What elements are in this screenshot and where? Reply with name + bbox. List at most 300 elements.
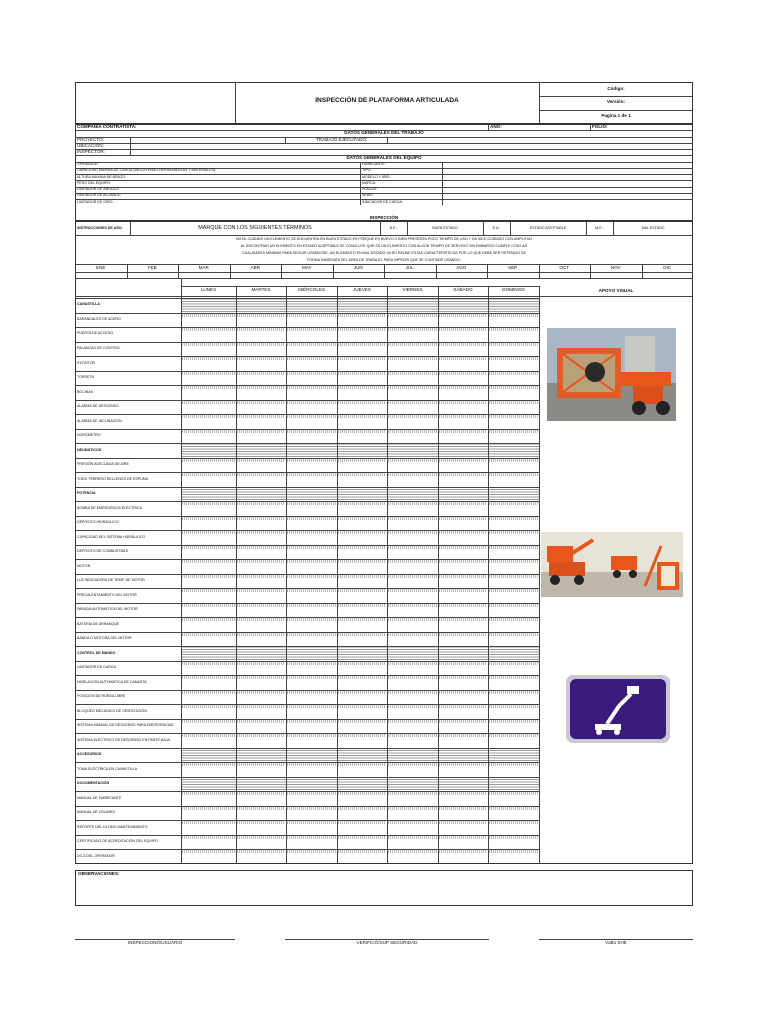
check-cell[interactable] — [439, 332, 487, 341]
check-cell[interactable] — [182, 390, 235, 399]
check-cell[interactable] — [287, 854, 336, 863]
check-cell[interactable] — [182, 839, 235, 848]
status-code-5: MAL ESTADO — [641, 226, 665, 230]
check-cell[interactable] — [489, 854, 538, 863]
check-cell[interactable] — [388, 564, 437, 573]
check-cell[interactable] — [237, 578, 285, 587]
work-section-title: DATOS GENERALES DEL TRABAJO — [344, 130, 424, 136]
check-cell[interactable] — [237, 839, 285, 848]
section-heading: DOCUMENTACIÓN — [77, 781, 110, 786]
check-cell[interactable] — [338, 796, 386, 805]
check-cell[interactable] — [287, 723, 336, 732]
check-cell[interactable] — [388, 477, 437, 486]
check-cell[interactable] — [489, 680, 538, 689]
day-header: MIÉRCOLES — [297, 287, 326, 293]
check-cell[interactable] — [338, 636, 386, 645]
check-cell[interactable] — [489, 477, 538, 486]
check-cell[interactable] — [489, 433, 538, 442]
equipment-field-left: LIMITADOR DE ÁNGULO: — [77, 187, 120, 192]
section-heading: CANASTILLA — [77, 302, 100, 307]
check-cell[interactable] — [237, 593, 285, 602]
check-cell[interactable] — [489, 825, 538, 834]
check-cell[interactable] — [439, 564, 487, 573]
check-cell[interactable] — [182, 796, 235, 805]
check-cell[interactable] — [338, 767, 386, 776]
check-cell[interactable] — [388, 404, 437, 413]
equipment-field-right: PLACAS: — [362, 187, 378, 192]
check-cell[interactable] — [439, 520, 487, 529]
check-cell[interactable] — [388, 738, 437, 747]
check-cell[interactable] — [287, 506, 336, 515]
check-cell[interactable] — [182, 361, 235, 370]
check-cell[interactable] — [182, 433, 235, 442]
check-cell[interactable] — [287, 564, 336, 573]
equipment-field-left: LIMITADOR DE GIRO: — [77, 199, 114, 204]
check-cell[interactable] — [388, 535, 437, 544]
check-cell[interactable] — [287, 433, 336, 442]
check-cell[interactable] — [182, 738, 235, 747]
check-cell[interactable] — [287, 810, 336, 819]
check-cell[interactable] — [287, 346, 336, 355]
check-cell[interactable] — [388, 332, 437, 341]
check-cell[interactable] — [287, 404, 336, 413]
check-cell[interactable] — [388, 810, 437, 819]
check-cell[interactable] — [237, 506, 285, 515]
check-cell[interactable] — [388, 419, 437, 428]
check-cell[interactable] — [439, 694, 487, 703]
check-cell[interactable] — [287, 462, 336, 471]
day-header: MARTES — [251, 287, 271, 293]
check-cell[interactable] — [489, 738, 538, 747]
check-cell[interactable] — [182, 680, 235, 689]
check-cell[interactable] — [489, 636, 538, 645]
check-cell[interactable] — [237, 535, 285, 544]
cell-divider — [360, 199, 361, 205]
check-cell[interactable] — [489, 462, 538, 471]
equipment-field-right: TIPO: — [362, 168, 372, 173]
checklist-item: PRESIÓN ADECUADA DE AIRE — [77, 462, 129, 467]
row-rule — [75, 193, 693, 194]
check-cell[interactable] — [338, 535, 386, 544]
check-cell[interactable] — [388, 854, 437, 863]
check-cell[interactable] — [388, 462, 437, 471]
check-cell[interactable] — [287, 636, 336, 645]
check-cell[interactable] — [489, 564, 538, 573]
check-cell[interactable] — [439, 419, 487, 428]
checklist-item: TOMA ELÉCTRICA EN CANASTILLA — [77, 766, 138, 771]
check-cell[interactable] — [439, 738, 487, 747]
check-cell[interactable] — [388, 665, 437, 674]
check-cell[interactable] — [489, 665, 538, 674]
checklist-item: PARADA AUTOMÁTICA DEL MOTOR — [77, 607, 138, 612]
check-cell[interactable] — [489, 578, 538, 587]
check-cell[interactable] — [388, 506, 437, 515]
check-cell[interactable] — [489, 810, 538, 819]
day-header: LUNES — [200, 287, 217, 293]
check-cell[interactable] — [439, 839, 487, 848]
check-cell[interactable] — [439, 535, 487, 544]
check-cell[interactable] — [182, 404, 235, 413]
check-cell[interactable] — [388, 723, 437, 732]
day-column-divider — [337, 286, 338, 864]
check-cell[interactable] — [338, 375, 386, 384]
check-cell[interactable] — [338, 419, 386, 428]
check-cell[interactable] — [439, 593, 487, 602]
section-heading: POTENCIA — [77, 491, 96, 496]
checklist-item: LUZ INDICADORA DE TEMP. DE MOTOR — [77, 578, 145, 583]
checklist-item: BATERÍA DE ARRANQUE — [77, 621, 120, 626]
check-cell[interactable] — [338, 810, 386, 819]
check-cell[interactable] — [439, 854, 487, 863]
check-cell[interactable] — [287, 390, 336, 399]
check-cell[interactable] — [439, 810, 487, 819]
observations-box[interactable] — [75, 870, 693, 906]
check-cell[interactable] — [439, 723, 487, 732]
checklist-item: DEPÓSITO DE COMBUSTIBLE — [77, 549, 129, 554]
row-rule — [75, 296, 693, 297]
check-cell[interactable] — [287, 709, 336, 718]
check-cell[interactable] — [237, 462, 285, 471]
check-cell[interactable] — [182, 419, 235, 428]
check-cell[interactable] — [338, 680, 386, 689]
articulated-boom-lift-photo — [547, 328, 676, 421]
check-cell[interactable] — [388, 433, 437, 442]
check-cell[interactable] — [237, 636, 285, 645]
check-cell[interactable] — [338, 346, 386, 355]
check-cell[interactable] — [287, 578, 336, 587]
check-cell[interactable] — [237, 375, 285, 384]
check-cell[interactable] — [338, 839, 386, 848]
check-cell[interactable] — [388, 694, 437, 703]
check-cell[interactable] — [388, 317, 437, 326]
check-cell[interactable] — [338, 317, 386, 326]
check-cell[interactable] — [182, 854, 235, 863]
check-cell[interactable] — [388, 593, 437, 602]
visual-support-divider — [539, 286, 540, 864]
check-cell[interactable] — [237, 622, 285, 631]
work-field-project: PROYECTO: — [77, 136, 104, 142]
check-cell[interactable] — [287, 549, 336, 558]
check-cell[interactable] — [338, 723, 386, 732]
check-cell[interactable] — [287, 839, 336, 848]
check-cell[interactable] — [237, 767, 285, 776]
check-cell[interactable] — [489, 549, 538, 558]
check-cell[interactable] — [182, 825, 235, 834]
cell-divider — [442, 199, 443, 205]
check-cell[interactable] — [489, 709, 538, 718]
check-cell[interactable] — [338, 564, 386, 573]
check-cell[interactable] — [338, 332, 386, 341]
check-cell[interactable] — [287, 477, 336, 486]
check-cell[interactable] — [388, 578, 437, 587]
boom-lift-machines-photo — [541, 532, 683, 597]
check-cell[interactable] — [489, 332, 538, 341]
check-cell[interactable] — [182, 520, 235, 529]
check-cell[interactable] — [287, 361, 336, 370]
check-cell[interactable] — [338, 709, 386, 718]
check-cell[interactable] — [237, 564, 285, 573]
check-cell[interactable] — [182, 607, 235, 616]
check-cell[interactable] — [287, 535, 336, 544]
check-cell[interactable] — [439, 767, 487, 776]
check-cell[interactable] — [287, 622, 336, 631]
check-cell[interactable] — [237, 810, 285, 819]
check-cell[interactable] — [182, 564, 235, 573]
check-cell[interactable] — [287, 593, 336, 602]
check-cell[interactable] — [237, 796, 285, 805]
check-cell[interactable] — [237, 520, 285, 529]
inspection-note-line: NOTA: CUANDO UN ELEMENTO SE ENCUENTRA EN BUEN ESTADO ES PORQUE ES NUEVO O BIEN PRESENTA POCO TIEMPO DE USO Y HA SIDO CUIDADO CON AMPLITUD — [235, 236, 533, 241]
check-cell[interactable] — [182, 578, 235, 587]
check-cell[interactable] — [388, 839, 437, 848]
check-cell[interactable] — [489, 375, 538, 384]
check-cell[interactable] — [237, 694, 285, 703]
month-nov[interactable]: NOV — [610, 264, 621, 270]
check-cell[interactable] — [388, 390, 437, 399]
status-code-4: M.E.: — [595, 226, 604, 230]
row-rule — [75, 180, 693, 181]
month-ene[interactable]: ENE — [96, 264, 106, 270]
check-cell[interactable] — [489, 346, 538, 355]
check-cell[interactable] — [489, 694, 538, 703]
inspection-note-line: AL ENCONTRAR UN ELEMENTO EN ESTADO ACEPTABLE SE CONCLUYE QUE ES UN ELEMENTO CON ALGÚN TIEMPO DE SERVICIO SIN EMBARGO CUMPLE CON LAS — [240, 243, 528, 248]
check-cell[interactable] — [182, 332, 235, 341]
check-cell[interactable] — [388, 680, 437, 689]
equipment-field-right: INDICADOR DE CARGA: — [362, 199, 403, 204]
check-cell[interactable] — [182, 375, 235, 384]
check-cell[interactable] — [287, 796, 336, 805]
month-mar[interactable]: MAR — [198, 264, 209, 270]
check-cell[interactable] — [182, 723, 235, 732]
check-cell[interactable] — [338, 738, 386, 747]
check-cell[interactable] — [439, 825, 487, 834]
work-field-inspector: INSPECTOR: — [77, 149, 105, 155]
check-cell[interactable] — [287, 419, 336, 428]
check-cell[interactable] — [489, 723, 538, 732]
check-cell[interactable] — [182, 477, 235, 486]
check-cell[interactable] — [338, 854, 386, 863]
check-cell[interactable] — [439, 622, 487, 631]
check-cell[interactable] — [439, 636, 487, 645]
check-cell[interactable] — [287, 665, 336, 674]
check-cell[interactable] — [489, 317, 538, 326]
check-cell[interactable] — [338, 694, 386, 703]
check-cell[interactable] — [182, 622, 235, 631]
check-cell[interactable] — [182, 694, 235, 703]
checklist-item: NIVELACIÓN AUTOMÁTICA DE CANASTA — [77, 679, 147, 684]
check-cell[interactable] — [439, 346, 487, 355]
check-cell[interactable] — [338, 506, 386, 515]
day-header: JUEVES — [353, 287, 371, 293]
check-cell[interactable] — [182, 549, 235, 558]
check-cell[interactable] — [439, 462, 487, 471]
check-cell[interactable] — [237, 346, 285, 355]
month-oct[interactable]: OCT — [559, 264, 570, 270]
check-cell[interactable] — [489, 361, 538, 370]
check-cell[interactable] — [388, 636, 437, 645]
check-cell[interactable] — [287, 607, 336, 616]
check-cell[interactable] — [439, 607, 487, 616]
check-cell[interactable] — [287, 767, 336, 776]
check-cell[interactable] — [338, 390, 386, 399]
check-cell[interactable] — [182, 636, 235, 645]
month-feb[interactable]: FEB — [147, 264, 157, 270]
check-cell[interactable] — [237, 854, 285, 863]
check-cell[interactable] — [237, 477, 285, 486]
check-cell[interactable] — [237, 433, 285, 442]
check-cell[interactable] — [439, 477, 487, 486]
check-cell[interactable] — [338, 520, 386, 529]
check-cell[interactable] — [287, 520, 336, 529]
check-cell[interactable] — [439, 506, 487, 515]
check-cell[interactable] — [287, 694, 336, 703]
check-cell[interactable] — [439, 680, 487, 689]
check-cell[interactable] — [489, 622, 538, 631]
check-cell[interactable] — [237, 549, 285, 558]
check-cell[interactable] — [182, 317, 235, 326]
form-title: INSPECCIÓN DE PLATAFORMA ARTICULADA — [315, 97, 459, 104]
check-cell[interactable] — [489, 839, 538, 848]
check-cell[interactable] — [182, 535, 235, 544]
equipment-field-left: OPERADOR: — [77, 162, 99, 167]
check-cell[interactable] — [388, 796, 437, 805]
check-cell[interactable] — [237, 723, 285, 732]
check-cell[interactable] — [489, 390, 538, 399]
checklist-item: BOMBA DE EMERGENCIA ELÉCTRICA — [77, 505, 142, 510]
page-label: Pagina 1 de 1 — [601, 113, 631, 118]
check-cell[interactable] — [182, 709, 235, 718]
check-cell[interactable] — [338, 607, 386, 616]
check-cell[interactable] — [182, 767, 235, 776]
check-cell[interactable] — [439, 433, 487, 442]
check-cell[interactable] — [182, 593, 235, 602]
check-cell[interactable] — [388, 549, 437, 558]
check-cell[interactable] — [439, 709, 487, 718]
checklist-item: TORRETA — [77, 375, 94, 380]
check-cell[interactable] — [338, 825, 386, 834]
check-cell[interactable] — [338, 549, 386, 558]
check-cell[interactable] — [388, 767, 437, 776]
month-dic[interactable]: DIC — [663, 264, 672, 270]
check-cell[interactable] — [287, 825, 336, 834]
check-cell[interactable] — [237, 419, 285, 428]
check-cell[interactable] — [388, 607, 437, 616]
check-cell[interactable] — [237, 680, 285, 689]
check-cell[interactable] — [439, 317, 487, 326]
equipment-section-title: DATOS GENERALES DEL EQUIPO — [346, 155, 422, 161]
check-cell[interactable] — [237, 317, 285, 326]
check-cell[interactable] — [439, 796, 487, 805]
check-cell[interactable] — [489, 404, 538, 413]
checklist-item: ALARMA DE DESCENSO — [77, 404, 119, 409]
check-cell[interactable] — [287, 680, 336, 689]
month-sep[interactable]: SEP — [508, 264, 518, 270]
year-label: AÑO: — [490, 124, 502, 130]
check-cell[interactable] — [439, 361, 487, 370]
check-cell[interactable] — [439, 404, 487, 413]
check-cell[interactable] — [338, 622, 386, 631]
status-code-3: ESTADO ACEPTABLE — [529, 226, 567, 230]
month-jul[interactable]: JUL — [405, 264, 414, 270]
check-cell[interactable] — [388, 520, 437, 529]
check-cell[interactable] — [287, 375, 336, 384]
check-cell[interactable] — [287, 738, 336, 747]
month-may[interactable]: MAY — [301, 264, 312, 270]
check-cell[interactable] — [489, 607, 538, 616]
check-cell[interactable] — [489, 767, 538, 776]
row-rule — [75, 149, 693, 150]
check-cell[interactable] — [489, 520, 538, 529]
check-cell[interactable] — [338, 593, 386, 602]
check-cell[interactable] — [338, 462, 386, 471]
check-cell[interactable] — [287, 317, 336, 326]
check-cell[interactable] — [388, 825, 437, 834]
status-code-1: BUEN ESTADO — [432, 226, 458, 230]
check-cell[interactable] — [237, 390, 285, 399]
check-cell[interactable] — [338, 404, 386, 413]
check-cell[interactable] — [489, 506, 538, 515]
check-cell[interactable] — [237, 332, 285, 341]
check-cell[interactable] — [388, 361, 437, 370]
signature-label-vobo: VoBo SHE — [605, 940, 627, 945]
check-cell[interactable] — [338, 578, 386, 587]
check-cell[interactable] — [388, 709, 437, 718]
check-cell[interactable] — [237, 665, 285, 674]
check-cell[interactable] — [489, 419, 538, 428]
month-abr[interactable]: ABR — [250, 264, 260, 270]
checklist-item: BARANDALES DE ACERO — [77, 316, 121, 321]
check-cell[interactable] — [237, 404, 285, 413]
check-cell[interactable] — [439, 578, 487, 587]
check-cell[interactable] — [237, 607, 285, 616]
equipment-field-right: FABRICANTE: — [362, 162, 386, 167]
check-cell[interactable] — [287, 332, 336, 341]
check-cell[interactable] — [338, 665, 386, 674]
check-cell[interactable] — [182, 346, 235, 355]
check-cell[interactable] — [182, 506, 235, 515]
check-cell[interactable] — [182, 462, 235, 471]
check-cell[interactable] — [388, 375, 437, 384]
check-cell[interactable] — [237, 709, 285, 718]
check-cell[interactable] — [182, 665, 235, 674]
mark-terms-label: MARQUE CON LOS SIGUIENTES TÉRMINOS — [198, 224, 312, 231]
month-jun[interactable]: JUN — [353, 264, 363, 270]
check-cell[interactable] — [489, 593, 538, 602]
section-hatch — [181, 647, 539, 660]
check-cell[interactable] — [338, 477, 386, 486]
check-cell[interactable] — [388, 622, 437, 631]
check-cell[interactable] — [388, 346, 437, 355]
signature-label-safety: VERIFICÓ/SUP SEGURIDAD — [356, 940, 418, 945]
check-cell[interactable] — [439, 390, 487, 399]
check-cell[interactable] — [439, 549, 487, 558]
checklist-item: REPORTE DEL ÚLTIMO MANTENIMIENTO — [77, 824, 148, 829]
check-cell[interactable] — [237, 825, 285, 834]
check-cell[interactable] — [338, 361, 386, 370]
check-cell[interactable] — [237, 738, 285, 747]
check-cell[interactable] — [182, 810, 235, 819]
day-column-divider — [236, 286, 237, 864]
check-cell[interactable] — [338, 433, 386, 442]
check-cell[interactable] — [489, 796, 538, 805]
check-cell[interactable] — [489, 535, 538, 544]
month-ago[interactable]: AGO — [456, 264, 467, 270]
work-field-work_done: TRABAJO EJECUTADO: — [316, 136, 368, 142]
check-cell[interactable] — [237, 361, 285, 370]
equipment-field-right: MARCA: — [362, 180, 376, 185]
check-cell[interactable] — [439, 375, 487, 384]
check-cell[interactable] — [439, 665, 487, 674]
